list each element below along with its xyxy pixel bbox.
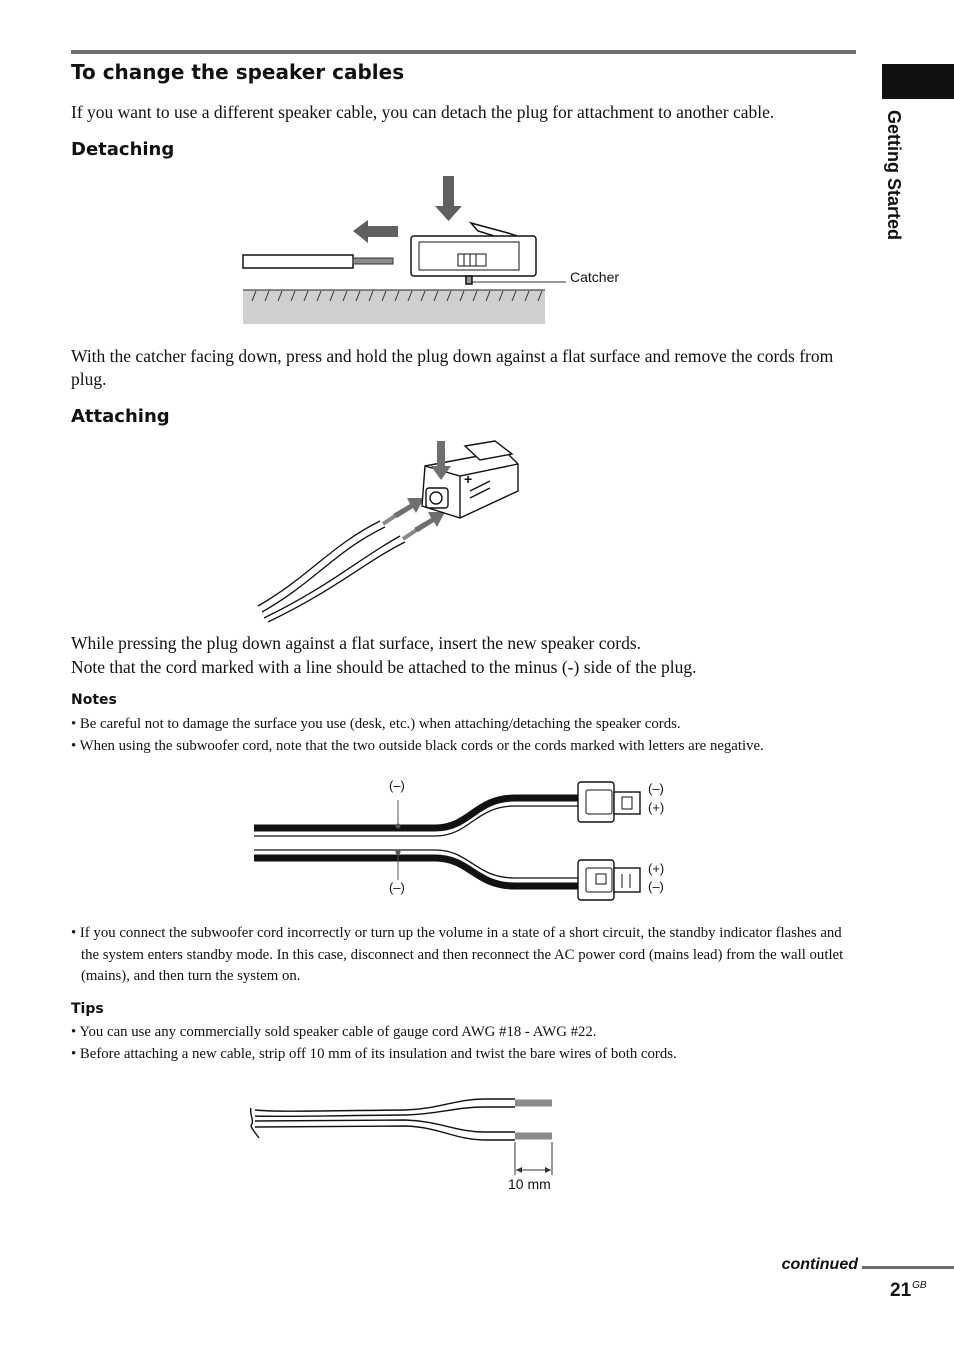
plus-mark: +: [464, 471, 473, 487]
plug-lower: [578, 860, 640, 900]
tips-list: [71, 1022, 861, 1065]
tip-item: • You can use any commercially sold speaker cable of gauge cord AWG #18 - AWG #22.: [71, 1024, 597, 1040]
insert-arrow-icon: [393, 498, 424, 518]
side-tab-label: Getting Started: [884, 110, 904, 241]
subwoofer-cord-diagram: [250, 770, 680, 905]
pull-arrow-icon: [353, 220, 398, 243]
catcher-label: Catcher: [570, 269, 620, 285]
bottom-cord-label: (–): [389, 880, 405, 895]
attaching-illustration: [250, 436, 535, 626]
notes-list: [71, 714, 861, 757]
detaching-text: With the catcher facing down, press and hold the plug down against a flat surface and remove the cords from plug.: [71, 346, 834, 389]
strip-length-label: 10 mm: [508, 1176, 551, 1192]
flat-surface: [243, 290, 545, 324]
note-item: • If you connect the subwoofer cord incorrectly or turn up the volume in a state of a short circuit, the standby indicator flashes and the system enters standby mode. In this case, disconnect and then reconnect the AC power cord (mains lead) from the wall outlet (mains), and then turn the system on.: [71, 925, 844, 984]
top-cord-label: (–): [389, 778, 405, 793]
page-number: $21^{GB}$: [890, 1280, 927, 1301]
upper-cord: [254, 798, 578, 836]
plug1-lower-label: (+): [648, 800, 665, 815]
intro-text: If you want to use a different speaker cable, you can detach the plug for attachment to another cable.: [71, 102, 775, 122]
stripped-cord: [251, 1099, 515, 1140]
tips-heading: Tips: [71, 1001, 104, 1017]
tip-item: • Before attaching a new cable, strip off 10 mm of its insulation and twist the bare wires of both cords.: [71, 1045, 677, 1062]
notes-heading: Notes: [71, 692, 117, 708]
attaching-heading: Attaching: [71, 406, 170, 427]
attaching-text-2: Note that the cord marked with a line should be attached to the minus (-) side of the plug.: [71, 657, 697, 677]
attaching-text-1: While pressing the plug down against a flat surface, insert the new speaker cords.: [71, 633, 642, 653]
detaching-illustration: [238, 168, 638, 330]
section-tab-marker: [882, 64, 954, 99]
continued-rule: [862, 1266, 954, 1269]
insert-arrow-icon-2: [414, 512, 445, 532]
plug1-upper-label: (–): [648, 781, 664, 796]
continued-label: continued: [781, 1256, 858, 1273]
plug2-lower-label: (–): [648, 879, 664, 894]
detaching-heading: Detaching: [71, 139, 175, 160]
plug2-upper-label: (+): [648, 861, 665, 876]
plug-upper: [578, 782, 640, 822]
note-item: • When using the subwoofer cord, note that the two outside black cords or the cords marked with letters are negative.: [71, 737, 764, 754]
press-down-arrow-icon: [435, 176, 462, 221]
section-title: To change the speaker cables: [71, 60, 405, 84]
bare-wire-ends: [515, 1103, 552, 1136]
section-rule: [71, 50, 856, 54]
speaker-cord: [258, 521, 405, 622]
cord: [243, 255, 393, 268]
note-item: • Be careful not to damage the surface you use (desk, etc.) when attaching/detaching the speaker cords.: [71, 716, 681, 732]
notes-extra: [71, 923, 861, 988]
strip-length-diagram: [245, 1090, 575, 1200]
plug: [411, 223, 536, 284]
bare-wire-ends: [383, 514, 418, 539]
lower-cord: [254, 850, 578, 886]
